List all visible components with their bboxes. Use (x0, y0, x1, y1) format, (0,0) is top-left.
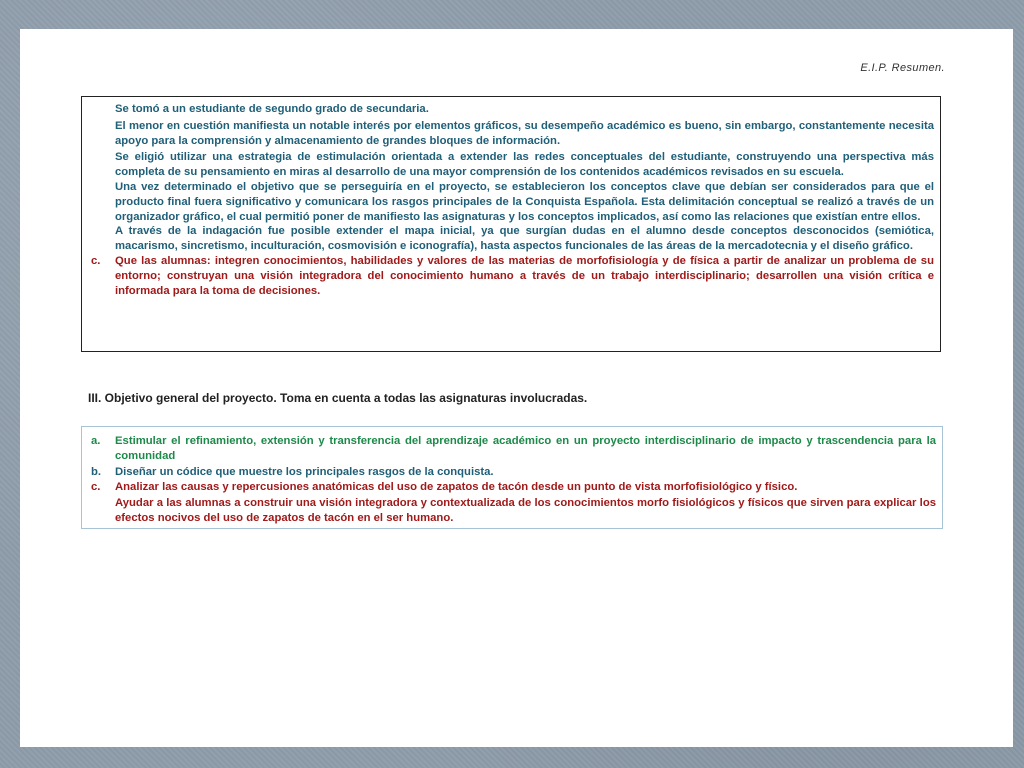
objective-text: Analizar las causas y repercusiones anatómicas del uso de zapatos de tacón desde un punto de vista morfofisiológico y físico. (115, 481, 798, 494)
list-item-text: Que las alumnas: integren conocimientos, habilidades y valores de las materias de morfofisiología y de física a partir de analizar un problema de su entorno; construyan una visión integradora del conocimiento humano a través de un trabajo interdisciplinario; desarrollen una visión crítica e informada para la toma de decisiones. (115, 254, 934, 297)
objective-item-c (91, 480, 936, 495)
objective-text: Diseñar un códice que muestre los principales rasgos de la conquista. (115, 465, 494, 478)
summary-paragraph: Una vez determinado el objetivo que se perseguiría en el proyecto, se establecieron los conceptos clave que debían ser considerados para que el producto final fuera significativo y comunicara los rasgos principales de la Conquista Española. Esta delimitación conceptual se realizó a través de un organizador gráfico, el cual permitió poner de manifiesto las asignaturas y los conceptos implicados, así como las relaciones que existían entre ellos. (115, 180, 934, 223)
summary-paragraph: A través de la indagación fue posible extender el mapa inicial, ya que surgían dudas en el alumno desde conceptos desconocidos (semiótica, macarismo, sincretismo, inculturación, cosmovisión e iconografía), hasta aspectos funcionales de las áreas de la mercadotecnia y el diseño gráfico. (115, 225, 934, 253)
summary-paragraph: El menor en cuestión manifiesta un notable interés por elementos gráficos, su desempeño académico es bueno, sin embargo, constantemente necesita apoyo para la comprensión y almacenamiento de grandes bloques de información. (115, 119, 934, 147)
list-marker: b. (91, 465, 102, 478)
list-marker: c. (91, 254, 101, 267)
list-marker: a. (91, 435, 101, 447)
objective-text: Estimular el refinamiento, extensión y transferencia del aprendizaje académico en un proyecto interdisciplinario de impacto y trascendencia para la comunidad (115, 435, 936, 462)
objective-item-b (91, 465, 936, 480)
objective-text: Ayudar a las alumnas a construir una visión integradora y contextualizada de los conocimientos morfo fisiológicos y físicos que sirven para explicar los efectos nocivos del uso de zapatos de tacón en el ser humano. (115, 497, 936, 524)
objective-item-a (91, 434, 936, 464)
header-label: E.I.P. Resumen. (860, 62, 945, 74)
summary-paragraph: Se tomó a un estudiante de segundo grado de secundaria. (115, 103, 429, 115)
summary-paragraph: Se eligió utilizar una estrategia de estimulación orientada a extender las redes conceptuales del estudiante, construyendo una perspectiva más completa de su pensamiento en miras al desarrollo de una mayor comprensión de los contenidos académicos revisados en su escuela. (115, 151, 934, 179)
objective-item-c-continuation (115, 496, 936, 526)
objectives-box (81, 426, 943, 529)
summary-box (81, 96, 941, 352)
list-item-c (91, 254, 934, 298)
section-title: III. Objetivo general del proyecto. Toma en cuenta a todas las asignaturas involucradas. (88, 391, 588, 405)
slide (20, 29, 1013, 747)
list-marker: c. (91, 481, 101, 494)
